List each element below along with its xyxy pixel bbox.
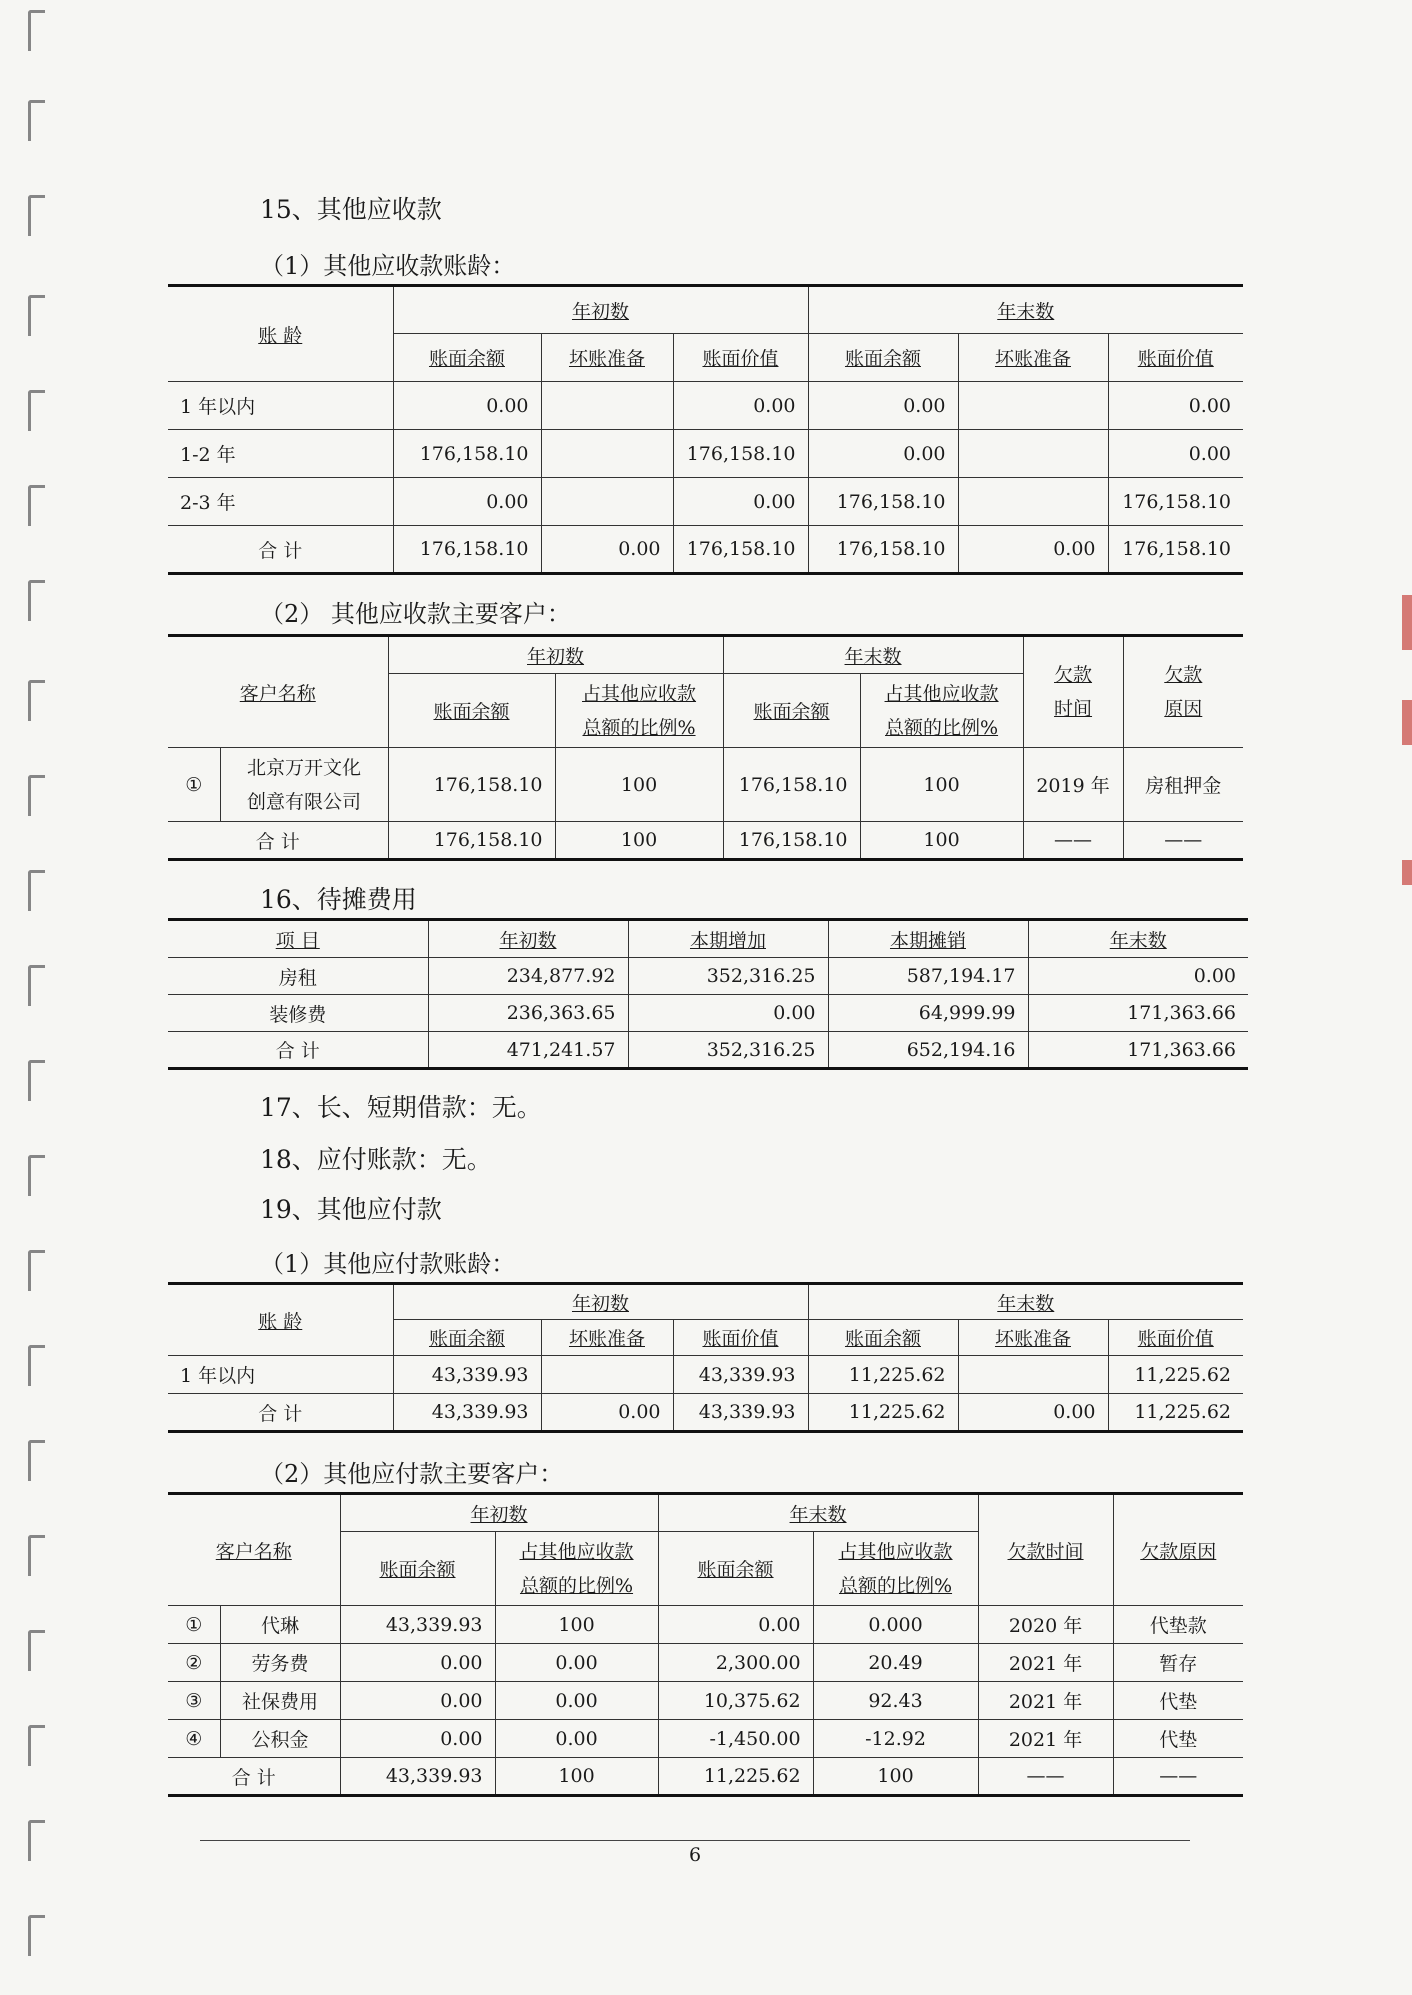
header-arrears-time xyxy=(1023,636,1123,748)
end-book-balance: 0.00 xyxy=(808,382,958,430)
begin-book-balance: 0.00 xyxy=(340,1720,495,1758)
arrears-reason: 房租押金 xyxy=(1123,748,1243,822)
end-book-balance: 0.00 xyxy=(808,430,958,478)
begin-book-value: 176,158.10 xyxy=(673,526,808,574)
header-ratio xyxy=(555,674,723,748)
table-row xyxy=(168,382,1243,430)
header-ratio-line2: 总额的比例% xyxy=(839,1574,953,1597)
arrears-time: 2019 年 xyxy=(1023,748,1123,822)
row-number: ② xyxy=(168,1644,220,1682)
binder-hole-mark xyxy=(28,1060,45,1101)
header-arrears-reason-line1: 欠款 xyxy=(1164,664,1203,686)
end-bad-debt-provision xyxy=(958,430,1108,478)
table-total-row xyxy=(168,822,1243,860)
binder-hole-mark xyxy=(28,100,45,141)
binder-hole-mark xyxy=(28,680,45,721)
header-period-increase: 本期增加 xyxy=(628,920,828,958)
table-row xyxy=(168,1356,1243,1394)
table-row xyxy=(168,748,1243,822)
header-book-balance: 账面余额 xyxy=(393,1320,541,1356)
header-bad-debt-provision: 坏账准备 xyxy=(958,334,1108,382)
header-year-begin: 年初数 xyxy=(393,286,808,334)
begin-bad-debt-provision: 0.00 xyxy=(541,526,673,574)
header-arrears-time: 欠款时间 xyxy=(978,1494,1113,1606)
end-book-value: 0.00 xyxy=(1108,430,1243,478)
end-book-balance: 176,158.10 xyxy=(808,526,958,574)
section-16-title: 16、待摊费用 xyxy=(260,885,417,914)
row-label: 2-3 年 xyxy=(168,478,393,526)
end-book-balance: -1,450.00 xyxy=(658,1720,813,1758)
header-ratio-line2: 总额的比例% xyxy=(885,716,999,739)
begin-book-balance: 0.00 xyxy=(393,382,541,430)
binder-hole-mark xyxy=(28,1915,45,1956)
header-year-begin: 年初数 xyxy=(393,1284,808,1320)
table-row xyxy=(168,430,1243,478)
end-ratio: 0.000 xyxy=(813,1606,978,1644)
period-increase-value: 352,316.25 xyxy=(628,1032,828,1069)
period-amortization-value: 587,194.17 xyxy=(828,958,1028,995)
end-book-value: 11,225.62 xyxy=(1108,1394,1243,1432)
customer-name: 公积金 xyxy=(220,1720,340,1758)
end-ratio: 92.43 xyxy=(813,1682,978,1720)
binder-hole-mark xyxy=(28,195,45,236)
receivables-customers-table xyxy=(168,634,1243,861)
total-label: 合 计 xyxy=(168,822,388,860)
end-bad-debt-provision: 0.00 xyxy=(958,1394,1108,1432)
begin-book-value: 0.00 xyxy=(673,478,808,526)
begin-book-balance: 43,339.93 xyxy=(340,1606,495,1644)
binder-hole-mark xyxy=(28,1345,45,1386)
binder-hole-mark xyxy=(28,1630,45,1671)
binder-hole-mark xyxy=(28,1535,45,1576)
arrears-reason: 代垫 xyxy=(1113,1720,1243,1758)
header-book-balance: 账面余额 xyxy=(340,1532,495,1606)
total-label: 合 计 xyxy=(168,526,393,574)
customer-name-line2: 创意有限公司 xyxy=(247,790,362,813)
header-period-amortization: 本期摊销 xyxy=(828,920,1028,958)
header-bad-debt-provision: 坏账准备 xyxy=(541,1320,673,1356)
seal-stamp-fragment xyxy=(1402,595,1412,650)
prepaid-expenses-table xyxy=(168,918,1248,1070)
section-18-title: 18、应付账款：无。 xyxy=(260,1145,492,1174)
payables-customers-table xyxy=(168,1492,1243,1797)
row-number: ④ xyxy=(168,1720,220,1758)
customer-name: 代琳 xyxy=(220,1606,340,1644)
table-row xyxy=(168,478,1243,526)
begin-bad-debt-provision: 0.00 xyxy=(541,1394,673,1432)
header-year-end: 年末数 xyxy=(1028,920,1248,958)
year-begin-value: 471,241.57 xyxy=(428,1032,628,1069)
header-bad-debt-provision: 坏账准备 xyxy=(541,334,673,382)
header-arrears-reason-line2: 原因 xyxy=(1164,698,1203,720)
begin-book-balance: 176,158.10 xyxy=(388,748,555,822)
binder-hole-mark xyxy=(28,1725,45,1766)
end-bad-debt-provision: 0.00 xyxy=(958,526,1108,574)
end-book-balance: 11,225.62 xyxy=(808,1356,958,1394)
header-book-balance: 账面余额 xyxy=(658,1532,813,1606)
end-book-value: 11,225.62 xyxy=(1108,1356,1243,1394)
begin-book-balance: 176,158.10 xyxy=(388,822,555,860)
begin-ratio: 0.00 xyxy=(495,1682,658,1720)
header-aging: 账 龄 xyxy=(168,286,393,382)
table-row xyxy=(168,995,1248,1032)
begin-book-balance: 43,339.93 xyxy=(393,1394,541,1432)
end-book-balance: 176,158.10 xyxy=(723,748,860,822)
header-year-begin: 年初数 xyxy=(428,920,628,958)
binder-hole-mark xyxy=(28,295,45,336)
customer-name: 社保费用 xyxy=(220,1682,340,1720)
end-book-balance: 11,225.62 xyxy=(808,1394,958,1432)
header-aging: 账 龄 xyxy=(168,1284,393,1356)
begin-ratio: 100 xyxy=(555,822,723,860)
header-book-balance: 账面余额 xyxy=(808,1320,958,1356)
header-ratio-line2: 总额的比例% xyxy=(582,716,696,739)
header-arrears-reason xyxy=(1123,636,1243,748)
header-book-value: 账面价值 xyxy=(1108,334,1243,382)
binder-hole-mark xyxy=(28,1440,45,1481)
header-customer-name: 客户名称 xyxy=(168,636,388,748)
arrears-reason: —— xyxy=(1113,1758,1243,1796)
binder-hole-mark xyxy=(28,580,45,621)
header-book-value: 账面价值 xyxy=(673,334,808,382)
arrears-reason: 代垫款 xyxy=(1113,1606,1243,1644)
arrears-time: —— xyxy=(1023,822,1123,860)
binder-hole-mark xyxy=(28,485,45,526)
table-row xyxy=(168,1606,1243,1644)
header-bad-debt-provision: 坏账准备 xyxy=(958,1320,1108,1356)
total-label: 合 计 xyxy=(168,1032,428,1069)
header-year-begin: 年初数 xyxy=(340,1494,658,1532)
end-book-balance: 176,158.10 xyxy=(808,478,958,526)
arrears-time: 2021 年 xyxy=(978,1644,1113,1682)
header-book-balance: 账面余额 xyxy=(808,334,958,382)
receivables-aging-table xyxy=(168,284,1243,575)
begin-bad-debt-provision xyxy=(541,430,673,478)
table-row xyxy=(168,958,1248,995)
end-bad-debt-provision xyxy=(958,478,1108,526)
begin-book-value: 43,339.93 xyxy=(673,1394,808,1432)
end-book-balance: 2,300.00 xyxy=(658,1644,813,1682)
row-number: ① xyxy=(168,748,220,822)
header-book-balance: 账面余额 xyxy=(388,674,555,748)
row-number: ① xyxy=(168,1606,220,1644)
period-increase-value: 352,316.25 xyxy=(628,958,828,995)
begin-book-balance: 0.00 xyxy=(340,1644,495,1682)
begin-book-value: 43,339.93 xyxy=(673,1356,808,1394)
header-book-value: 账面价值 xyxy=(1108,1320,1243,1356)
header-item: 项 目 xyxy=(168,920,428,958)
begin-ratio: 100 xyxy=(495,1606,658,1644)
begin-ratio: 0.00 xyxy=(495,1720,658,1758)
begin-bad-debt-provision xyxy=(541,382,673,430)
header-year-end: 年末数 xyxy=(808,1284,1243,1320)
page-number: 6 xyxy=(688,1844,702,1866)
header-book-value: 账面价值 xyxy=(673,1320,808,1356)
header-year-end: 年末数 xyxy=(723,636,1023,674)
header-arrears-time-line2: 时间 xyxy=(1054,698,1093,720)
begin-book-balance: 176,158.10 xyxy=(393,430,541,478)
binder-hole-mark xyxy=(28,390,45,431)
binder-hole-mark xyxy=(28,965,45,1006)
payables-aging-table xyxy=(168,1282,1243,1433)
year-end-value: 171,363.66 xyxy=(1028,995,1248,1032)
section-19-title: 19、其他应付款 xyxy=(260,1195,442,1224)
binder-hole-mark xyxy=(28,775,45,816)
header-ratio xyxy=(495,1532,658,1606)
header-book-balance: 账面余额 xyxy=(723,674,860,748)
end-book-balance: 10,375.62 xyxy=(658,1682,813,1720)
arrears-time: 2021 年 xyxy=(978,1720,1113,1758)
end-book-balance: 0.00 xyxy=(658,1606,813,1644)
row-number: ③ xyxy=(168,1682,220,1720)
total-label: 合 计 xyxy=(168,1394,393,1432)
year-begin-value: 236,363.65 xyxy=(428,995,628,1032)
begin-ratio: 100 xyxy=(555,748,723,822)
seal-stamp-fragment xyxy=(1402,700,1412,745)
begin-book-balance: 0.00 xyxy=(340,1682,495,1720)
end-ratio: 20.49 xyxy=(813,1644,978,1682)
row-label: 装修费 xyxy=(168,995,428,1032)
arrears-time: —— xyxy=(978,1758,1113,1796)
end-book-balance: 11,225.62 xyxy=(658,1758,813,1796)
begin-book-balance: 176,158.10 xyxy=(393,526,541,574)
year-begin-value: 234,877.92 xyxy=(428,958,628,995)
begin-book-value: 0.00 xyxy=(673,382,808,430)
row-label: 1-2 年 xyxy=(168,430,393,478)
header-year-end: 年末数 xyxy=(808,286,1243,334)
header-arrears-reason: 欠款原因 xyxy=(1113,1494,1243,1606)
table-total-row xyxy=(168,1758,1243,1796)
year-end-value: 171,363.66 xyxy=(1028,1032,1248,1069)
end-book-balance: 176,158.10 xyxy=(723,822,860,860)
header-ratio-line2: 总额的比例% xyxy=(519,1574,634,1597)
row-label: 1 年以内 xyxy=(168,382,393,430)
table-total-row xyxy=(168,1394,1243,1432)
row-label: 1 年以内 xyxy=(168,1356,393,1394)
binder-hole-mark xyxy=(28,1250,45,1291)
period-amortization-value: 64,999.99 xyxy=(828,995,1028,1032)
begin-bad-debt-provision xyxy=(541,1356,673,1394)
table-row xyxy=(168,1682,1243,1720)
section-15-sub1-title: （1）其他应收款账龄： xyxy=(260,252,516,280)
row-label: 房租 xyxy=(168,958,428,995)
end-ratio: 100 xyxy=(860,822,1023,860)
header-ratio xyxy=(860,674,1023,748)
begin-book-value: 176,158.10 xyxy=(673,430,808,478)
end-ratio: 100 xyxy=(813,1758,978,1796)
year-end-value: 0.00 xyxy=(1028,958,1248,995)
end-bad-debt-provision xyxy=(958,382,1108,430)
header-ratio xyxy=(813,1532,978,1606)
begin-ratio: 100 xyxy=(495,1758,658,1796)
header-book-balance: 账面余额 xyxy=(393,334,541,382)
period-increase-value: 0.00 xyxy=(628,995,828,1032)
begin-bad-debt-provision xyxy=(541,478,673,526)
seal-stamp-fragment xyxy=(1402,860,1412,885)
arrears-reason: —— xyxy=(1123,822,1243,860)
customer-name xyxy=(220,748,388,822)
end-bad-debt-provision xyxy=(958,1356,1108,1394)
arrears-reason: 代垫 xyxy=(1113,1682,1243,1720)
header-ratio-line1: 占其他应收款 xyxy=(884,682,999,705)
end-book-value: 0.00 xyxy=(1108,382,1243,430)
end-book-value: 176,158.10 xyxy=(1108,526,1243,574)
header-customer-name: 客户名称 xyxy=(168,1494,340,1606)
table-row xyxy=(168,1644,1243,1682)
begin-book-balance: 0.00 xyxy=(393,478,541,526)
arrears-time: 2021 年 xyxy=(978,1682,1113,1720)
customer-name: 劳务费 xyxy=(220,1644,340,1682)
table-total-row xyxy=(168,526,1243,574)
header-ratio-line1: 占其他应收款 xyxy=(582,682,697,705)
period-amortization-value: 652,194.16 xyxy=(828,1032,1028,1069)
customer-name-line1: 北京万开文化 xyxy=(247,756,362,779)
section-17-title: 17、长、短期借款：无。 xyxy=(260,1093,542,1122)
header-arrears-time-line1: 欠款 xyxy=(1054,664,1093,686)
footer-rule xyxy=(200,1840,1190,1841)
binder-hole-mark xyxy=(28,870,45,911)
begin-book-balance: 43,339.93 xyxy=(393,1356,541,1394)
end-book-value: 176,158.10 xyxy=(1108,478,1243,526)
header-year-begin: 年初数 xyxy=(388,636,723,674)
begin-ratio: 0.00 xyxy=(495,1644,658,1682)
arrears-time: 2020 年 xyxy=(978,1606,1113,1644)
begin-book-balance: 43,339.93 xyxy=(340,1758,495,1796)
total-label: 合 计 xyxy=(168,1758,340,1796)
table-total-row xyxy=(168,1032,1248,1069)
header-year-end: 年末数 xyxy=(658,1494,978,1532)
table-row xyxy=(168,1720,1243,1758)
end-ratio: -12.92 xyxy=(813,1720,978,1758)
binder-hole-mark xyxy=(28,1155,45,1196)
header-ratio-line1: 占其他应收款 xyxy=(519,1540,634,1563)
section-15-sub2-title: （2） 其他应收款主要客户： xyxy=(260,600,571,628)
header-ratio-line1: 占其他应收款 xyxy=(838,1540,953,1563)
binder-hole-mark xyxy=(28,10,45,51)
section-19-sub1-title: （1）其他应付款账龄： xyxy=(260,1250,516,1278)
end-ratio: 100 xyxy=(860,748,1023,822)
section-15-title: 15、其他应收款 xyxy=(260,195,442,224)
section-19-sub2-title: （2）其他应付款主要客户： xyxy=(260,1460,564,1488)
arrears-reason: 暂存 xyxy=(1113,1644,1243,1682)
